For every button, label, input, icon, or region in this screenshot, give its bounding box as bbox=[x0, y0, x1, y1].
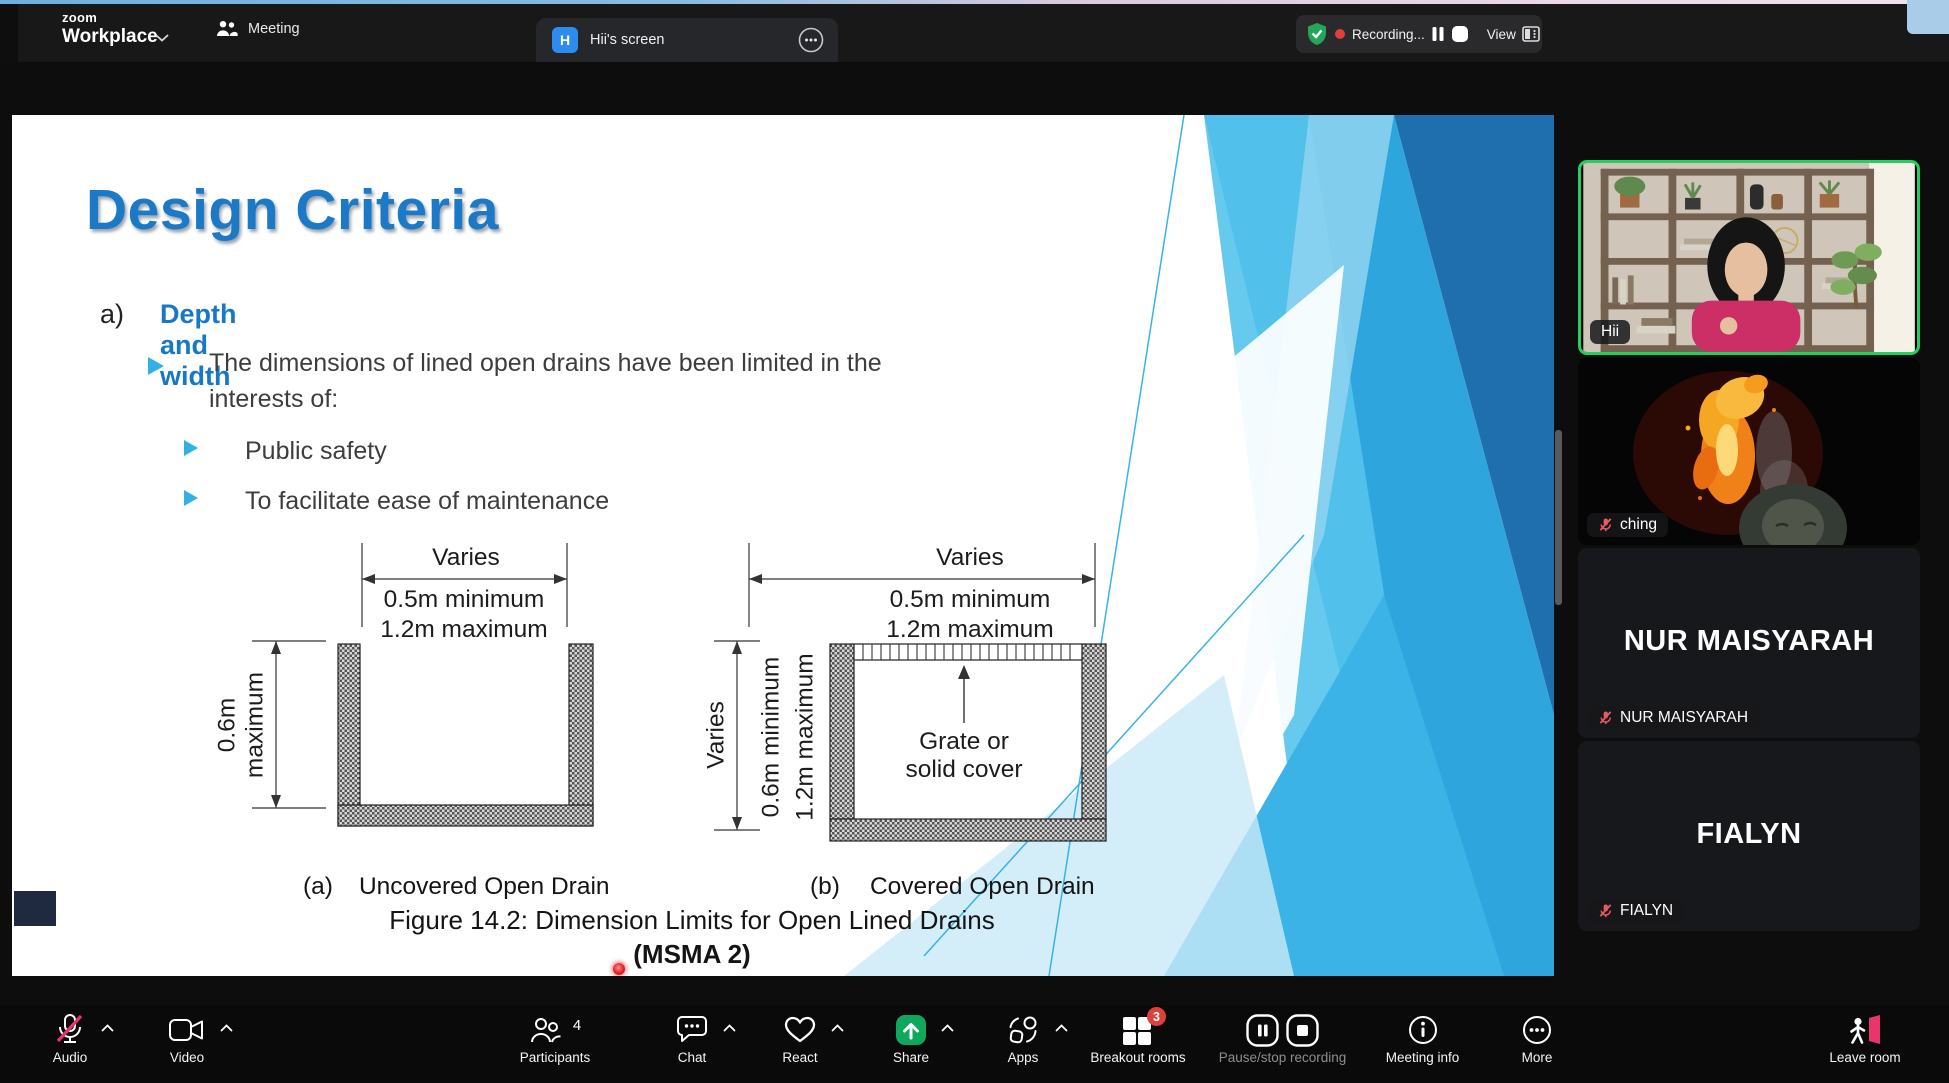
view-button[interactable]: View bbox=[1486, 26, 1516, 42]
share-label: Share bbox=[892, 1050, 930, 1065]
share-screen-icon bbox=[896, 1015, 926, 1045]
tab-meeting-label: Meeting bbox=[248, 20, 300, 37]
people-icon bbox=[216, 20, 238, 37]
dim-width-min: 0.5m minimum bbox=[383, 586, 545, 613]
video-button[interactable] bbox=[142, 1012, 232, 1065]
figure-uncovered-open-drain bbox=[212, 527, 612, 837]
camera-icon bbox=[169, 1018, 205, 1042]
slide-corner-shape bbox=[14, 891, 56, 926]
stop-recording-icon[interactable] bbox=[1451, 22, 1469, 46]
presentation-slide bbox=[12, 115, 1554, 976]
chevron-up-icon[interactable] bbox=[1055, 1024, 1068, 1032]
participants-label: Participants bbox=[519, 1050, 591, 1065]
figure-covered-open-drain bbox=[702, 527, 1122, 857]
top-bar bbox=[0, 4, 1949, 62]
apps-icon bbox=[1006, 1015, 1040, 1045]
dim-width-varies: Varies bbox=[936, 544, 1004, 571]
chat-bubble-icon bbox=[676, 1015, 708, 1045]
mic-muted-icon bbox=[54, 1013, 86, 1047]
cover-label-2: solid cover bbox=[905, 756, 1023, 783]
video-label: Video bbox=[169, 1050, 205, 1065]
name-tag-nur-maisyarah bbox=[1587, 706, 1759, 730]
participants-count: 4 bbox=[572, 1016, 582, 1034]
chevron-up-icon[interactable] bbox=[220, 1024, 233, 1032]
audio-button[interactable] bbox=[25, 1012, 115, 1065]
recording-pill bbox=[1296, 15, 1542, 53]
pause-recording-icon[interactable] bbox=[1431, 22, 1445, 46]
caption-a-text: Uncovered Open Drain bbox=[358, 873, 610, 900]
bullet-triangle-icon bbox=[184, 490, 198, 506]
caption-a bbox=[303, 873, 610, 901]
caption-b-letter: (b) bbox=[810, 873, 840, 900]
chevron-up-icon[interactable] bbox=[101, 1024, 114, 1032]
view-layout-icon[interactable] bbox=[1522, 26, 1540, 42]
dim-width-max: 1.2m maximum bbox=[886, 616, 1054, 643]
security-shield-icon[interactable] bbox=[1306, 22, 1328, 46]
avatar-tile-fialyn[interactable] bbox=[1578, 741, 1920, 931]
dim-width-varies: Varies bbox=[432, 544, 500, 571]
figure-subcaption: (MSMA 2) bbox=[633, 939, 751, 969]
more-ellipsis-icon bbox=[1522, 1015, 1552, 1045]
more-label: More bbox=[1521, 1050, 1553, 1065]
chat-label: Chat bbox=[677, 1050, 707, 1065]
participants-button[interactable] bbox=[510, 1012, 600, 1065]
tab-meeting[interactable] bbox=[216, 20, 300, 37]
tab-options-ellipsis-icon[interactable] bbox=[798, 27, 824, 53]
video-tile-hii[interactable] bbox=[1578, 160, 1920, 355]
window-edge bbox=[0, 4, 18, 62]
item-heading: Depth and width bbox=[160, 299, 237, 391]
dim-depth-word: maximum bbox=[241, 671, 269, 779]
dim-width-max: 1.2m maximum bbox=[380, 616, 548, 643]
name-tag-ching bbox=[1587, 513, 1668, 537]
meeting-info-button[interactable] bbox=[1360, 1012, 1485, 1065]
chat-button[interactable] bbox=[647, 1012, 737, 1065]
caption-a-letter: (a) bbox=[303, 873, 333, 900]
leave-room-label: Leave room bbox=[1829, 1050, 1901, 1065]
tab-hiis-screen[interactable] bbox=[536, 18, 838, 62]
apps-button[interactable] bbox=[978, 1012, 1068, 1065]
brand-workplace: Workplace bbox=[62, 26, 158, 47]
participant-display-name: NUR MAISYARAH bbox=[1623, 625, 1875, 658]
apps-label: Apps bbox=[1007, 1050, 1039, 1065]
participant-name: NUR MAISYARAH bbox=[1620, 709, 1749, 726]
leave-door-icon bbox=[1847, 1014, 1883, 1046]
breakout-rooms-label: Breakout rooms bbox=[1090, 1050, 1186, 1065]
panel-scrollbar[interactable] bbox=[1555, 430, 1562, 605]
background-window-corner bbox=[1907, 0, 1949, 34]
breakout-rooms-button[interactable] bbox=[1090, 1009, 1186, 1065]
caption-b-text: Covered Open Drain bbox=[869, 873, 1095, 900]
tab-hiis-screen-label: Hii's screen bbox=[590, 32, 665, 48]
dim-depth-varies: Varies bbox=[702, 701, 730, 769]
name-tag-hii bbox=[1590, 320, 1630, 344]
bullet-triangle-icon bbox=[148, 357, 164, 375]
pause-stop-recording-control bbox=[1200, 1012, 1365, 1065]
breakout-badge: 3 bbox=[1147, 1007, 1166, 1026]
brand-zoom: zoom bbox=[62, 10, 98, 25]
dim-depth-max: 1.2m maximum bbox=[791, 653, 819, 821]
hii-webcam-video bbox=[1581, 163, 1917, 352]
screen-share-avatar: H bbox=[552, 27, 578, 53]
slide-title: Design Criteria bbox=[86, 178, 499, 242]
participant-name: Hii bbox=[1601, 323, 1620, 340]
sub-bullet-2: To facilitate ease of maintenance bbox=[245, 487, 610, 515]
dim-width-min: 0.5m minimum bbox=[889, 586, 1051, 613]
bullet-text bbox=[209, 345, 1009, 417]
meeting-toolbar bbox=[0, 1005, 1949, 1083]
info-icon bbox=[1408, 1015, 1438, 1045]
meeting-info-label: Meeting info bbox=[1385, 1050, 1460, 1065]
participant-display-name: FIALYN bbox=[1696, 818, 1802, 851]
audio-label: Audio bbox=[52, 1050, 88, 1065]
stop-recording-button-icon[interactable] bbox=[1286, 1014, 1319, 1047]
name-tag-fialyn bbox=[1587, 899, 1684, 923]
shared-screen-stage bbox=[0, 62, 1949, 1005]
react-label: React bbox=[782, 1050, 818, 1065]
grate bbox=[854, 644, 1082, 660]
pause-stop-recording-label: Pause/stop recording bbox=[1218, 1050, 1347, 1065]
participants-icon bbox=[529, 1015, 563, 1045]
more-button[interactable] bbox=[1492, 1012, 1582, 1065]
chevron-up-icon[interactable] bbox=[831, 1024, 844, 1032]
participant-name: ching bbox=[1620, 516, 1658, 533]
mic-muted-icon bbox=[1598, 710, 1613, 726]
sub-bullet-1: Public safety bbox=[245, 437, 387, 465]
cover-label-1: Grate or bbox=[919, 728, 1009, 755]
recording-dot-icon bbox=[1334, 28, 1346, 40]
leave-room-button[interactable] bbox=[1800, 1012, 1930, 1065]
participant-name: FIALYN bbox=[1620, 902, 1674, 919]
bullet-line-2: interests of: bbox=[209, 385, 339, 413]
dim-depth-value: 0.6m bbox=[213, 697, 241, 753]
dim-depth-min: 0.6m minimum bbox=[757, 656, 785, 818]
share-button[interactable] bbox=[866, 1012, 956, 1065]
bullet-triangle-icon bbox=[184, 440, 198, 456]
bullet-line-1: The dimensions of lined open drains have been limited in the bbox=[209, 349, 882, 377]
video-tile-ching[interactable] bbox=[1578, 358, 1920, 545]
chevron-down-icon[interactable] bbox=[155, 34, 169, 42]
mic-muted-icon bbox=[1598, 903, 1613, 919]
chevron-up-icon[interactable] bbox=[723, 1024, 736, 1032]
chevron-up-icon[interactable] bbox=[941, 1024, 954, 1032]
laser-pointer-dot bbox=[613, 963, 625, 975]
caption-b bbox=[810, 873, 1095, 901]
avatar-tile-nur-maisyarah[interactable] bbox=[1578, 548, 1920, 738]
figure-caption: Figure 14.2: Dimension Limits for Open Lined Drains bbox=[389, 905, 995, 935]
react-button[interactable] bbox=[755, 1012, 845, 1065]
mic-muted-icon bbox=[1598, 517, 1613, 533]
zoom-workplace-logo bbox=[62, 11, 158, 46]
item-letter: a) bbox=[100, 299, 125, 329]
pause-recording-button-icon[interactable] bbox=[1246, 1014, 1279, 1047]
recording-status: Recording... bbox=[1352, 26, 1425, 42]
heart-icon bbox=[784, 1016, 816, 1044]
